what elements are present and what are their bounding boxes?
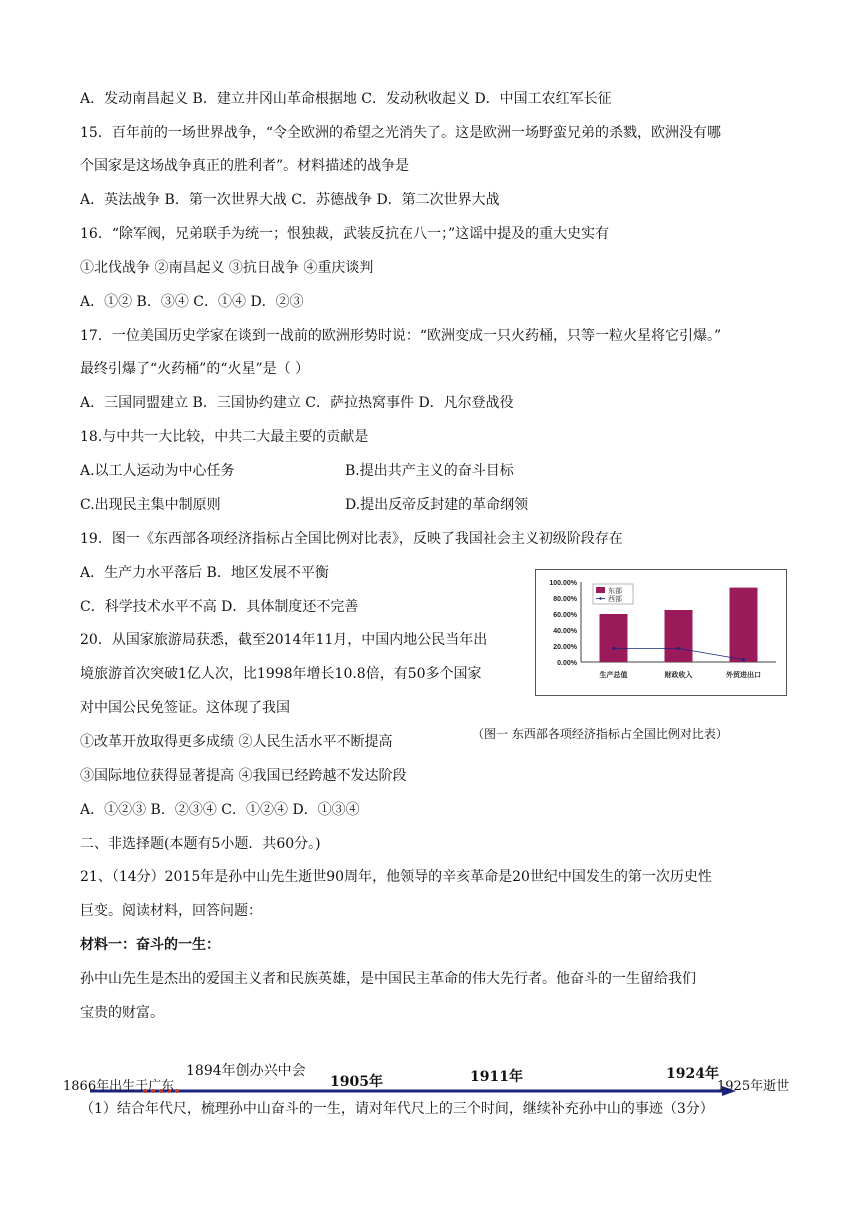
q15-stem-line1: 15．百年前的一场世界战争，“令全欧洲的希望之光消失了。这是欧洲一场野蛮兄弟的杀戮，欧洲没有哪	[80, 125, 721, 141]
q19-options-line2: C．科学技术水平不高 D．具体制度还不完善	[80, 599, 359, 615]
q18-option-c: C.出现民主集中制原则	[80, 497, 221, 513]
q21-sub-question-1: （1）结合年代尺，梳理孙中山奋斗的一生，请对年代尺上的三个时间，继续补充孙中山的事迹（3分）	[80, 1101, 714, 1117]
q17-stem-line2: 最终引爆了“火药桶”的“火星”是（ ）	[80, 361, 310, 377]
q18-option-b: B.提出共产主义的奋斗目标	[345, 463, 514, 479]
q21-material-line1: 孙中山先生是杰出的爱国主义者和民族英雄，是中国民主革命的伟大先行者。他奋斗的一生留给我们	[80, 971, 696, 987]
figure-1-chart	[535, 569, 787, 696]
legend-label: 东部	[608, 587, 622, 595]
q17-stem-line1: 17．一位美国历史学家在谈到一战前的欧洲形势时说：“欧洲变成一只火药桶，只等一粒火星将它引爆。”	[80, 328, 722, 344]
q18-option-a: A.以工人运动为中心任务	[80, 463, 235, 479]
point-西部	[677, 647, 680, 650]
q15-options: A．英法战争 B．第一次世界大战 C．苏德战争 D．第二次世界大战	[80, 192, 500, 208]
q20-stem-line1: 20．从国家旅游局获悉，截至2014年11月，中国内地公民当年出	[80, 632, 488, 648]
q21-stem-line1: 21、（14分）2015年是孙中山先生逝世90周年，他领导的辛亥革命是20世纪中国发生的第一次历史性	[80, 869, 712, 885]
q20-stem-line2: 境旅游首次突破1亿人次，比1998年增长10.8倍，有50多个国家	[80, 666, 482, 682]
bar-东部	[665, 610, 693, 662]
y-tick-label: 80.00%	[553, 596, 577, 603]
timeline-end-label: 1925年逝世	[717, 1079, 790, 1094]
y-tick-label: 100.00%	[549, 580, 577, 587]
q16-options: A．①② B．③④ C．①④ D．②③	[80, 294, 304, 310]
q15-stem-line2: 个国家是这场战争真正的胜利者”。材料描述的战争是	[80, 158, 410, 174]
q20-options: A．①②③ B．②③④ C．①②④ D．①③④	[80, 802, 360, 818]
point-西部	[742, 658, 745, 661]
q16-stem: 16．“除军阀，兄弟联手为统一；恨独裁，武装反抗在八一；”这谣中提及的重大史实有	[80, 226, 610, 242]
timeline-dot	[175, 1089, 179, 1093]
bar-东部	[600, 614, 628, 662]
q16-items: ①北伐战争 ②南昌起义 ③抗日战争 ④重庆谈判	[80, 260, 374, 276]
q21-material-line2: 宝贵的财富。	[80, 1005, 164, 1021]
legend-swatch-bar	[596, 587, 605, 593]
q19-options-line1: A．生产力水平落后 B．地区发展不平衡	[80, 565, 329, 581]
timeline-1924-label: 1924年	[666, 1066, 719, 1082]
q20-items-line1: ①改革开放取得更多成绩 ②人民生活水平不断提高	[80, 734, 393, 750]
q18-option-d: D.提出反帝反封建的革命纲领	[345, 497, 529, 513]
q20-items-line2: ③国际地位获得显著提高 ④我国已经跨越不发达阶段	[80, 768, 407, 784]
legend-swatch-point	[599, 597, 601, 599]
q19-stem: 19．图一《东西部各项经济指标占全国比例对比表》，反映了我国社会主义初级阶段存在	[80, 531, 623, 547]
y-tick-label: 40.00%	[553, 628, 577, 635]
bar-东部	[730, 588, 758, 662]
q14-options: A．发动南昌起义 B．建立井冈山革命根据地 C．发动秋收起义 D．中国工农红军长征	[80, 91, 612, 107]
timeline-1905-label: 1905年	[330, 1074, 383, 1090]
section-2-heading: 二、非选择题(本题有5小题．共60分。)	[80, 836, 321, 852]
chart-svg	[536, 570, 786, 695]
y-tick-label: 20.00%	[553, 644, 577, 651]
q21-stem-line2: 巨变。阅读材料，回答问题：	[80, 903, 262, 919]
x-tick-label: 财政收入	[664, 672, 693, 679]
point-西部	[612, 647, 615, 650]
q17-options: A．三国同盟建立 B．三国协约建立 C．萨拉热窝事件 D．凡尔登战役	[80, 395, 514, 411]
y-tick-label: 0.00%	[557, 660, 577, 667]
x-tick-label: 生产总值	[599, 672, 628, 679]
timeline-1894-label: 1894年创办兴中会	[186, 1063, 306, 1079]
figure-1-caption: （图一 东西部各项经济指标占全国比例对比表）	[472, 727, 728, 741]
q21-material-title: 材料一：奋斗的一生：	[80, 937, 220, 953]
y-tick-label: 60.00%	[553, 612, 577, 619]
q20-stem-line3: 对中国公民免签证。这体现了我国	[80, 700, 290, 716]
timeline-start-label: 1866年出生于广东	[63, 1079, 175, 1094]
x-tick-label: 外贸进出口	[726, 672, 761, 679]
legend-label: 西部	[608, 595, 622, 603]
q18-stem: 18.与中共一大比较，中共二大最主要的贡献是	[80, 429, 369, 445]
timeline-1911-label: 1911年	[470, 1069, 523, 1085]
